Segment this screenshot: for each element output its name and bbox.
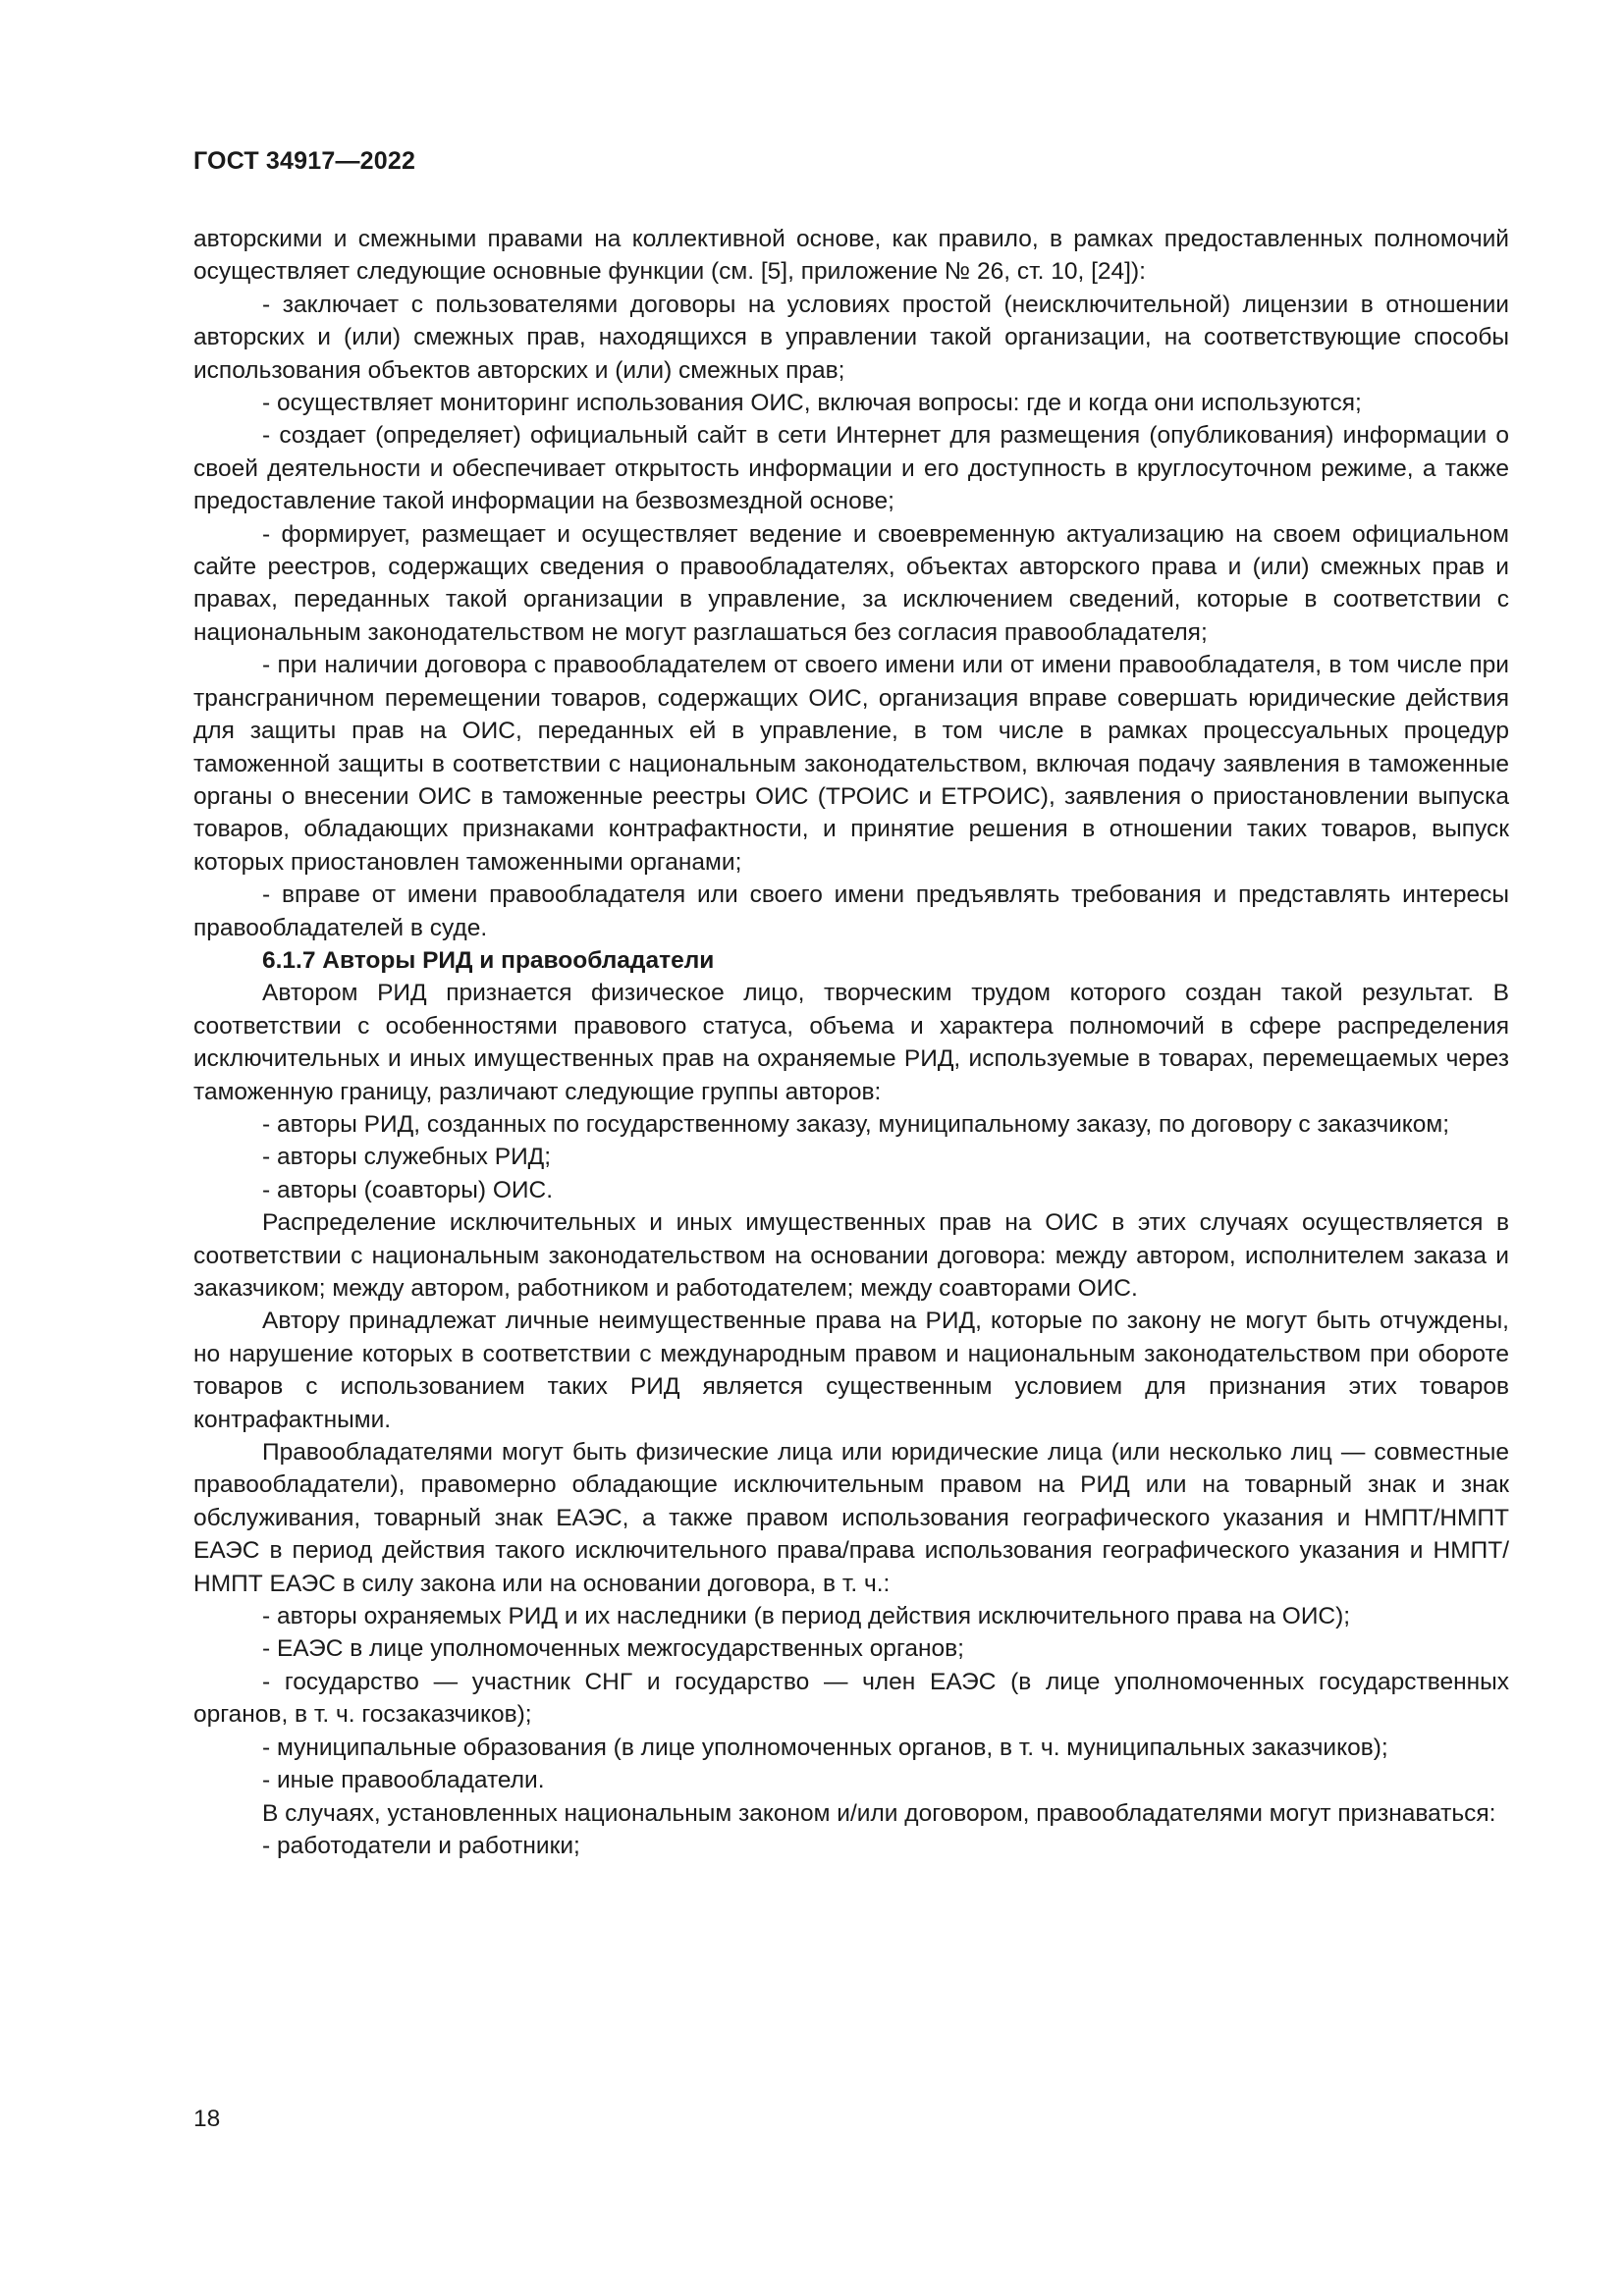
paragraph: авторскими и смежными правами на коллективной основе, как правило, в рамках предоставленных полномочий осуществляет следующие основные функции (см. [5], приложение № 26, ст. 10, [24]): (193, 226, 1509, 286)
list-item: - работодатели и работники; (262, 1832, 580, 1859)
list-item: - вправе от имени правообладателя или своего имени предъявлять требования и представлять интересы правообладателей в суде. (193, 881, 1509, 941)
list-item: - государство — участник СНГ и государство — член ЕАЭС (в лице уполномоченных государственных органов, в т. ч. госзаказчиков); (193, 1668, 1509, 1729)
list-item: - осуществляет мониторинг использования ОИС, включая вопросы: где и когда они используются; (262, 390, 1362, 417)
paragraph: Правообладателями могут быть физические лица или юридические лица (или несколько лиц — совместные правообладатели), правомерно обладающие исключительным правом на РИД или на товарный знак и знак обслуживания, товарный знак ЕАЭС, а также правом использования географического указания и НМПТ/НМПТ ЕАЭС в период действия такого исключительного права/права использования географического указания и НМПТ/НМПТ ЕАЭС в силу закона или на основании договора, в т. ч.: (193, 1439, 1509, 1597)
list-item: - авторы (соавторы) ОИС. (262, 1176, 554, 1203)
list-item: - заключает с пользователями договоры на условиях простой (неисключительной) лицензии в отношении авторских и (или) смежных прав, находящихся в управлении такой организации, на соответствующие способы использования объектов авторских и (или) смежных прав; (193, 291, 1509, 384)
paragraph: Автором РИД признается физическое лицо, творческим трудом которого создан такой результат. В соответствии с особенностями правового статуса, объема и характера полномочий в сфере распределения исключительных и иных имущественных прав на охраняемые РИД, используемые в товарах, перемещаемых через таможенную границу, различают следующие группы авторов: (193, 980, 1509, 1105)
document-code-header: ГОСТ 34917—2022 (193, 147, 416, 175)
list-item: - авторы служебных РИД; (262, 1144, 552, 1171)
section-heading: 6.1.7 Авторы РИД и правообладатели (262, 946, 715, 974)
list-item: - при наличии договора с правообладателем от своего имени или от имени правообладателя, в том числе при трансграничном перемещении товаров, содержащих ОИС, организация вправе совершать юридические действия для защиты прав на ОИС, переданных ей в управление, в том числе в рамках процессуальных процедур таможенной защиты в соответствии с национальным законодательством, включая подачу заявления в таможенные органы о внесении ОИС в таможенные реестры ОИС (ТРОИС и ЕТРОИС), заявления о приостановлении выпуска товаров, обладающих признаками контрафактности, и принятие решения в отношении таких товаров, выпуск которых приостановлен таможенными органами; (193, 652, 1509, 876)
list-item: - иные правообладатели. (262, 1767, 545, 1794)
list-item: - авторы РИД, созданных по государственному заказу, муниципальному заказу, по договору с заказчиком; (262, 1110, 1450, 1138)
list-item: - муниципальные образования (в лице уполномоченных органов, в т. ч. муниципальных заказчиков); (262, 1734, 1388, 1761)
list-item: - создает (определяет) официальный сайт в сети Интернет для размещения (опубликования) информации о своей деятельности и обеспечивает открытость информации и его доступность в круглосуточном режиме, а также предоставление такой информации на безвозмездной основе; (193, 422, 1509, 515)
paragraph: В случаях, установленных национальным законом и/или договором, правообладателями могут признаваться: (262, 1799, 1496, 1827)
list-item: - авторы охраняемых РИД и их наследники (в период действия исключительного права на ОИС); (262, 1603, 1351, 1630)
document-body (193, 223, 1509, 1862)
page-number: 18 (193, 2106, 221, 2132)
list-item: - формирует, размещает и осуществляет ведение и своевременную актуализацию на своем официальном сайте реестров, содержащих сведения о правообладателях, объектах авторского права и (или) смежных прав и правах, переданных такой организации в управление, за исключением сведений, которые в соответствии с национальным законодательством не могут разглашаться без согласия правообладателя; (193, 520, 1509, 646)
list-item: - ЕАЭС в лице уполномоченных межгосударственных органов; (262, 1635, 964, 1663)
paragraph: Распределение исключительных и иных имущественных прав на ОИС в этих случаях осуществляется в соответствии с национальным законодательством на основании договора: между автором, исполнителем заказа и заказчиком; между автором, работником и работодателем; между соавторами ОИС. (193, 1209, 1509, 1302)
paragraph: Автору принадлежат личные неимущественные права на РИД, которые по закону не могут быть отчуждены, но нарушение которых в соответствии с международным правом и национальным законодательством при обороте товаров с использованием таких РИД является существенным условием для признания этих товаров контрафактными. (193, 1308, 1509, 1433)
